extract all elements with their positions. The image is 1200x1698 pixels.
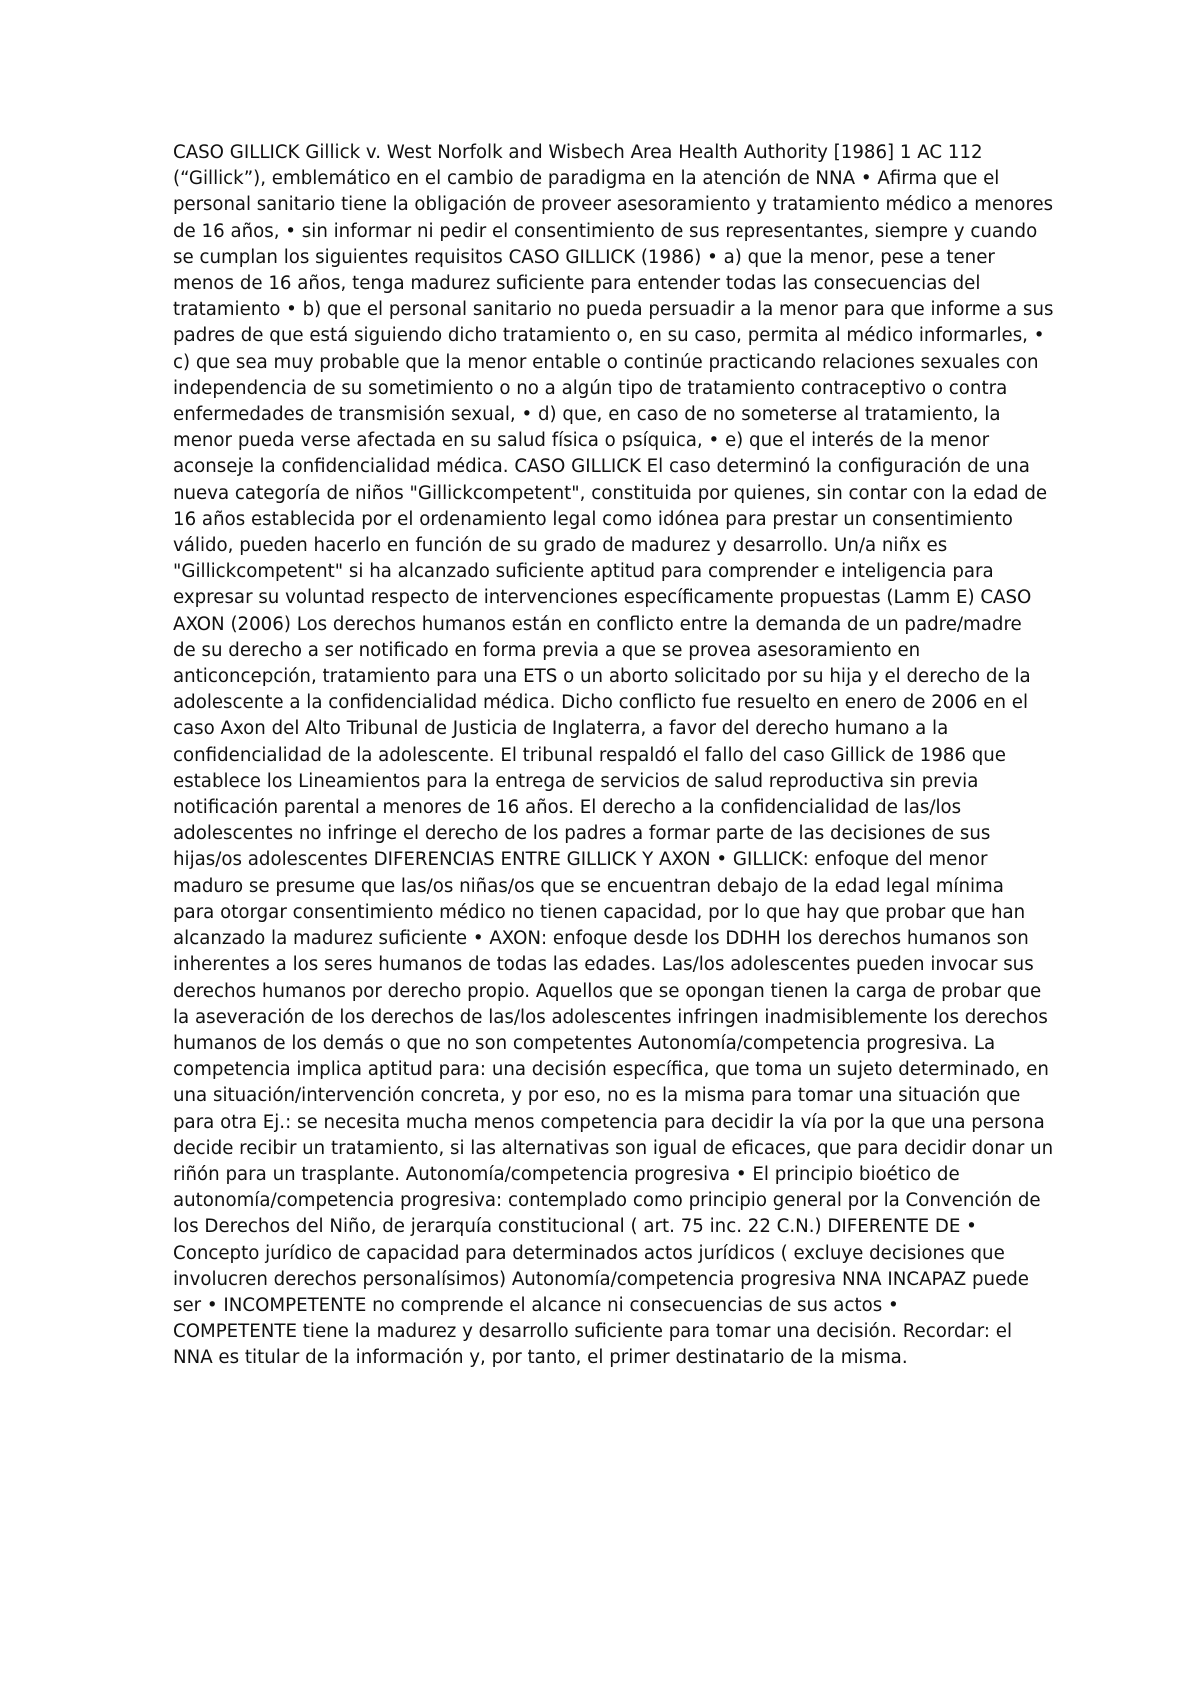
- text-line: hijas/os adolescentes DIFERENCIAS ENTRE GILLICK Y AXON • GILLICK: enfoque del menor: [173, 849, 988, 871]
- text-line: NNA es titular de la información y, por tanto, el primer destinatario de la misma.: [173, 1347, 908, 1369]
- text-line: para otra Ej.: se necesita mucha menos competencia para decidir la vía por la que una persona: [173, 1111, 1045, 1133]
- text-line: confidencialidad de la adolescente. El tribunal respaldó el fallo del caso Gillick de 1986 que: [173, 744, 1006, 766]
- text-line: Concepto jurídico de capacidad para determinados actos jurídicos ( excluye decisiones que: [173, 1242, 1005, 1264]
- text-line: "Gillickcompetent" si ha alcanzado suficiente aptitud para comprender e inteligencia para: [173, 561, 994, 583]
- text-line: la aseveración de los derechos de las/los adolescentes infringen inadmisiblemente los derechos: [173, 1006, 1048, 1028]
- text-line: aconseje la confidencialidad médica. CASO GILLICK El caso determinó la configuración de una: [173, 456, 1030, 478]
- text-line: de su derecho a ser notificado en forma previa a que se provea asesoramiento en: [173, 639, 921, 661]
- text-line: nueva categoría de niños "Gillickcompetent", constituida por quienes, sin contar con la edad de: [173, 482, 1048, 504]
- text-line: una situación/intervención concreta, y por eso, no es la misma para tomar una situación que: [173, 1085, 1021, 1107]
- text-line: autonomía/competencia progresiva: contemplado como principio general por la Convención de: [173, 1190, 1041, 1212]
- text-line: válido, pueden hacerlo en función de su grado de madurez y desarrollo. Un/a niñx es: [173, 535, 948, 557]
- document-body: [173, 140, 1053, 1372]
- text-line: humanos de los demás o que no son competentes Autonomía/competencia progresiva. La: [173, 1032, 996, 1054]
- text-line: anticoncepción, tratamiento para una ETS o un aborto solicitado por su hija y el derecho de la: [173, 666, 1031, 688]
- text-line: inherentes a los seres humanos de todas las edades. Las/los adolescentes pueden invocar sus: [173, 954, 1034, 976]
- text-line: involucren derechos personalísimos) Autonomía/competencia progresiva NNA INCAPAZ puede: [173, 1268, 1029, 1290]
- text-line: maduro se presume que las/os niñas/os que se encuentran debajo de la edad legal mínima: [173, 875, 1004, 897]
- text-line: 16 años establecida por el ordenamiento legal como idónea para prestar un consentimiento: [173, 508, 1013, 530]
- text-line: CASO GILLICK Gillick v. West Norfolk and Wisbech Area Health Authority [1986] 1 AC 112: [173, 142, 983, 163]
- text-line: para otorgar consentimiento médico no tienen capacidad, por lo que hay que probar que han: [173, 901, 1026, 923]
- text-line: de 16 años, • sin informar ni pedir el consentimiento de sus representantes, siempre y cuando: [173, 220, 1038, 242]
- text-line: derechos humanos por derecho propio. Aquellos que se opongan tienen la carga de probar que: [173, 980, 1042, 1002]
- text-line: adolescentes no infringe el derecho de los padres a formar parte de las decisiones de sus: [173, 823, 991, 845]
- text-line: independencia de su sometimiento o no a algún tipo de tratamiento contraceptivo o contra: [173, 377, 1008, 399]
- text-line: tratamiento • b) que el personal sanitario no pueda persuadir a la menor para que informe a sus: [173, 299, 1054, 321]
- text-line: notificación parental a menores de 16 años. El derecho a la confidencialidad de las/los: [173, 797, 962, 819]
- text-line: ser • INCOMPETENTE no comprende el alcance ni consecuencias de sus actos •: [173, 1294, 899, 1316]
- text-line: alcanzado la madurez suficiente • AXON: enfoque desde los DDHH los derechos humanos son: [173, 928, 1029, 950]
- text-line: menos de 16 años, tenga madurez suficiente para entender todas las consecuencias del: [173, 273, 981, 295]
- text-line: menor pueda verse afectada en su salud física o psíquica, • e) que el interés de la menor: [173, 430, 990, 452]
- text-line: riñón para un trasplante. Autonomía/competencia progresiva • El principio bioético de: [173, 1163, 960, 1185]
- text-line: AXON (2006) Los derechos humanos están en conflicto entre la demanda de un padre/madre: [173, 613, 1022, 635]
- text-line: se cumplan los siguientes requisitos CASO GILLICK (1986) • a) que la menor, pese a tener: [173, 246, 995, 268]
- text-line: padres de que está siguiendo dicho tratamiento o, en su caso, permita al médico informarles, •: [173, 325, 1045, 347]
- text-line: c) que sea muy probable que la menor entable o continúe practicando relaciones sexuales con: [173, 351, 1039, 373]
- text-line: COMPETENTE tiene la madurez y desarrollo suficiente para tomar una decisión. Recordar: el: [173, 1321, 1013, 1343]
- text-line: competencia implica aptitud para: una decisión específica, que toma un sujeto determinado, en: [173, 1059, 1049, 1081]
- text-line: decide recibir un tratamiento, si las alternativas son igual de eficaces, que para decidir donar un: [173, 1137, 1054, 1159]
- text-line: caso Axon del Alto Tribunal de Justicia de Inglaterra, a favor del derecho humano a la: [173, 718, 949, 740]
- text-line: establece los Lineamientos para la entrega de servicios de salud reproductiva sin previa: [173, 770, 979, 792]
- text-line: personal sanitario tiene la obligación de proveer asesoramiento y tratamiento médico a menores: [173, 194, 1054, 216]
- text-line: (“Gillick”), emblemático en el cambio de paradigma en la atención de NNA • Afirma que el: [173, 168, 1000, 190]
- text-line: los Derechos del Niño, de jerarquía constitucional ( art. 75 inc. 22 C.N.) DIFERENTE DE •: [173, 1216, 977, 1238]
- text-line: enfermedades de transmisión sexual, • d) que, en caso de no someterse al tratamiento, la: [173, 404, 1001, 426]
- text-line: expresar su voluntad respecto de intervenciones específicamente propuestas (Lamm E) CASO: [173, 587, 1032, 609]
- text-line: adolescente a la confidencialidad médica. Dicho conflicto fue resuelto en enero de 2006 en el: [173, 692, 1029, 714]
